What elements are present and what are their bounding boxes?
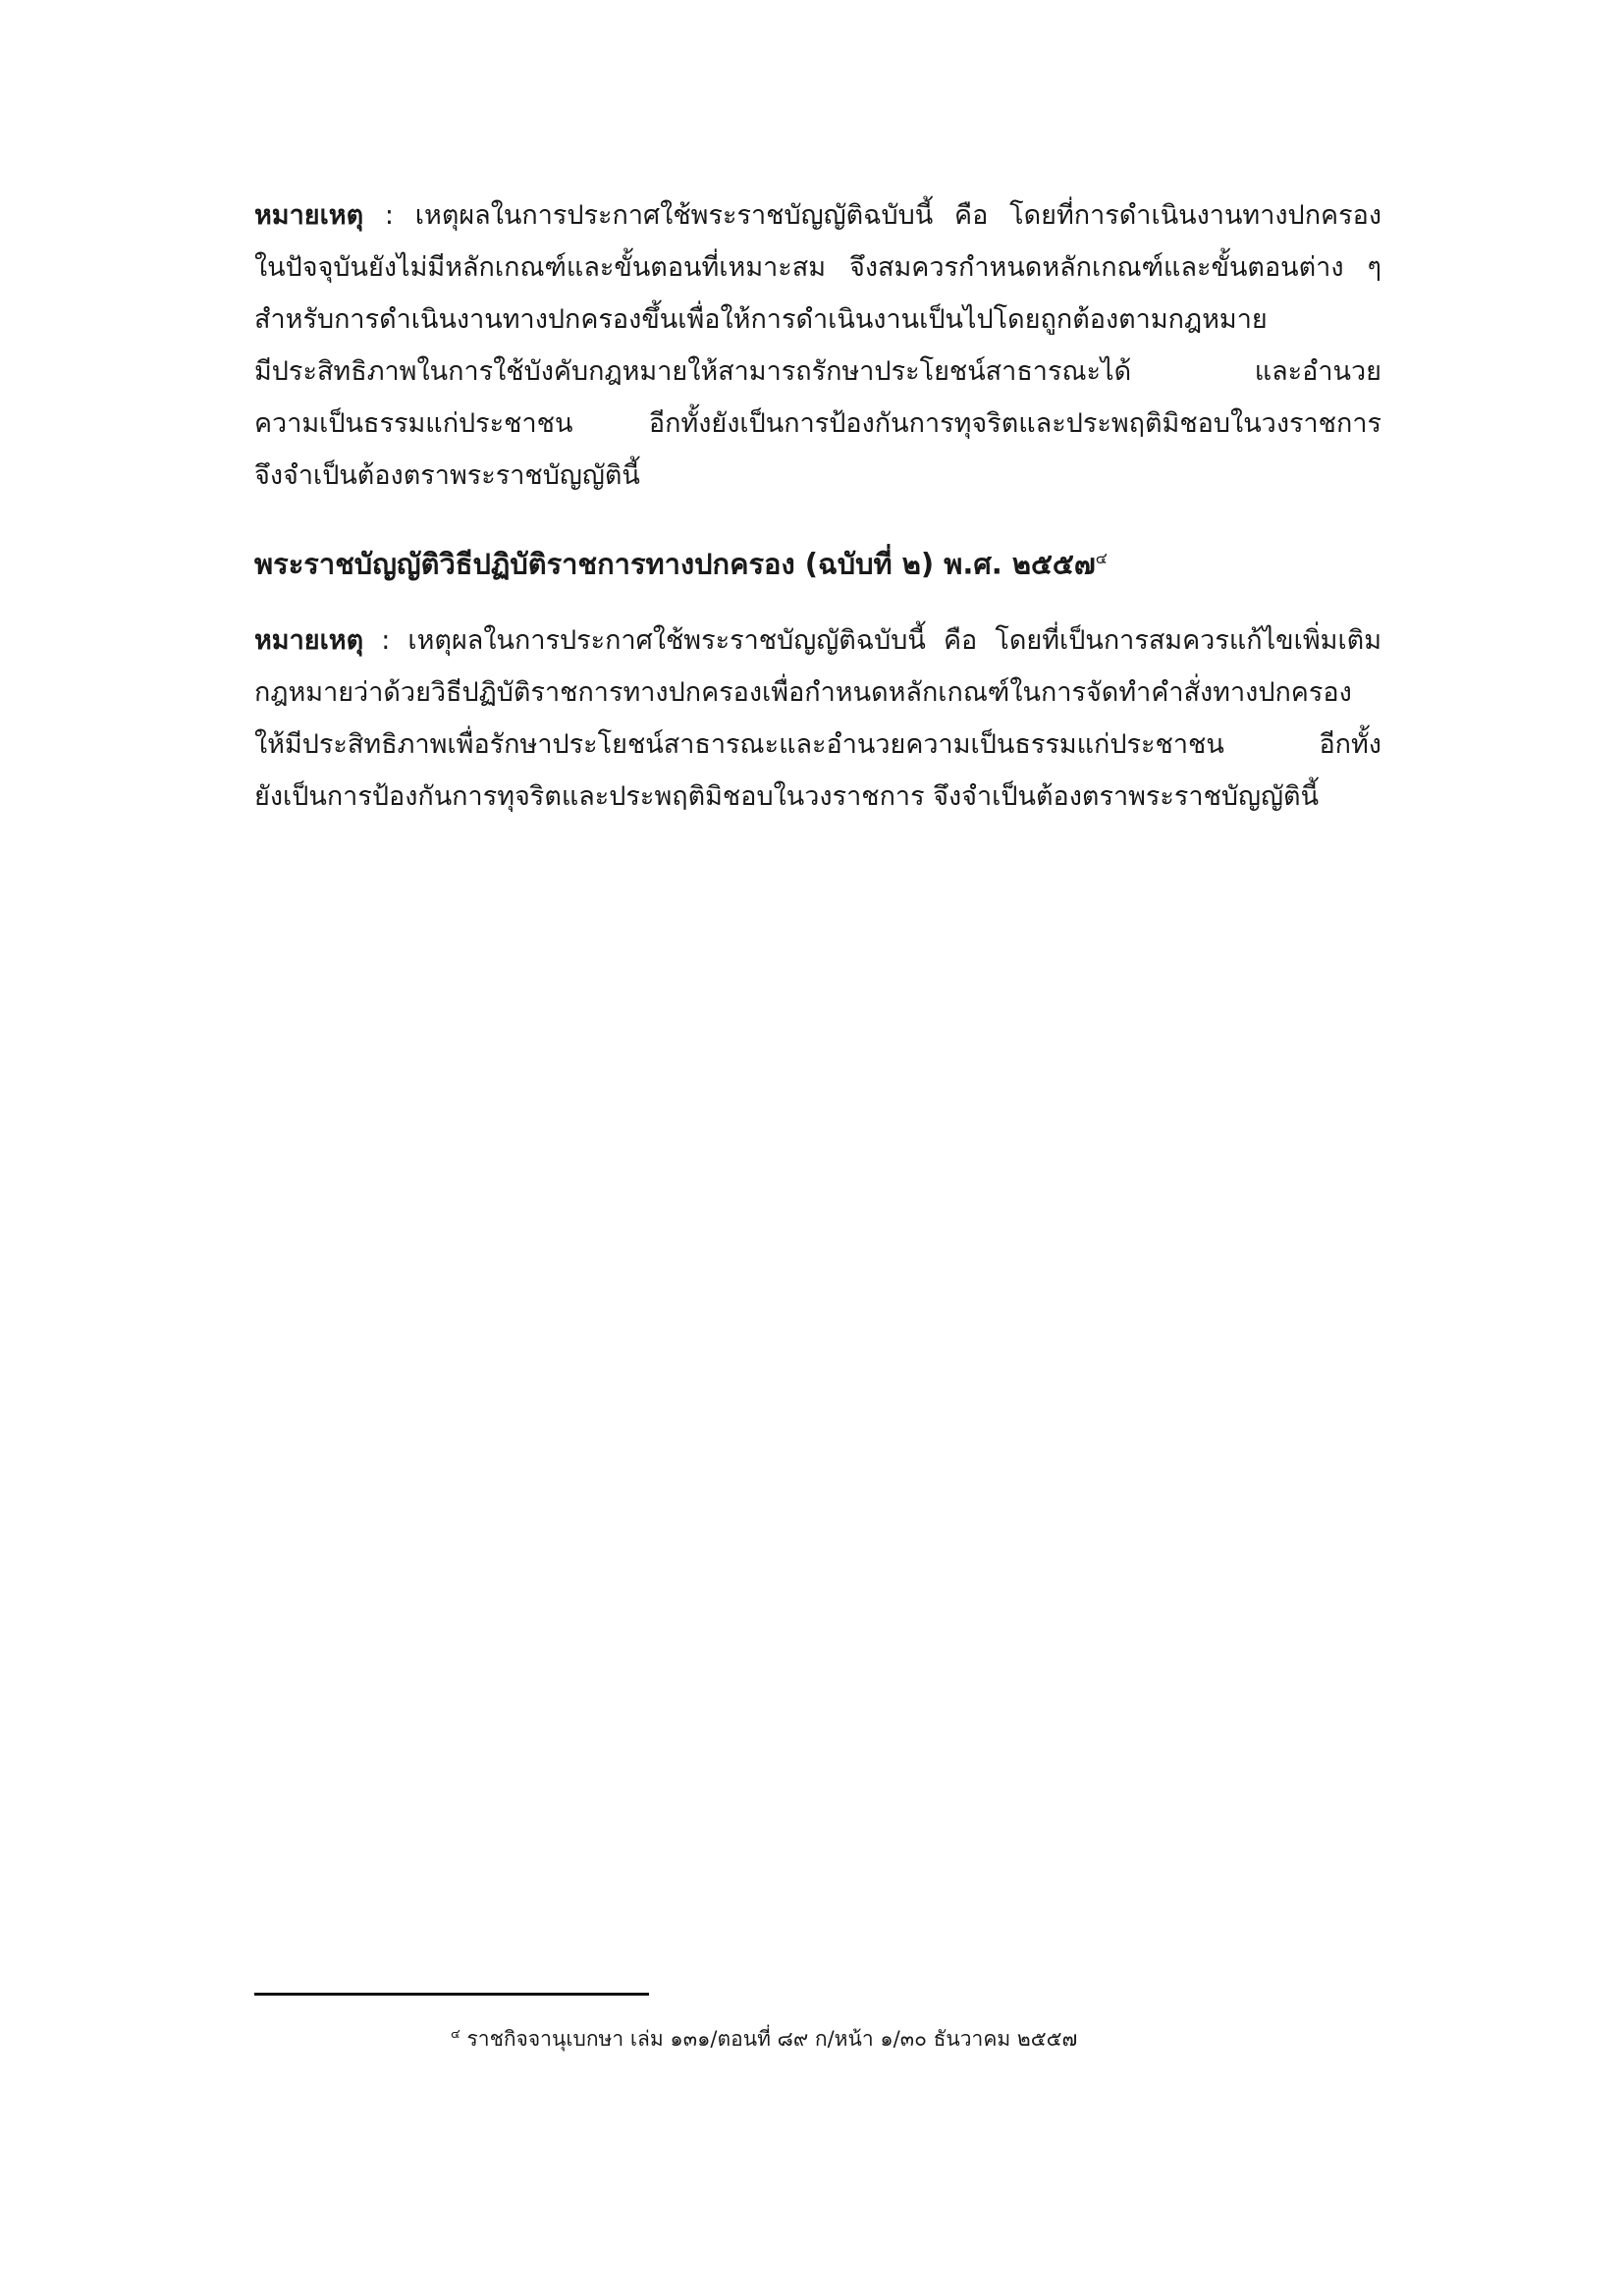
act-heading-title: พระราชบัญญัติวิธีปฏิบัติราชการทางปกครอง (ฉบับที่ ๒) พ.ศ. ๒๕๕๗ xyxy=(254,547,1096,581)
note-2-line-3: ให้มีประสิทธิภาพเพื่อรักษาประโยชน์สาธารณะและอำนวยความเป็นธรรมแก่ประชาชน อีกทั้ง xyxy=(254,729,1381,760)
note-1-line-4: มีประสิทธิภาพในการใช้บังคับกฎหมายให้สามารถรักษาประโยชน์สาธารณะได้ และอำนวย xyxy=(254,356,1381,387)
note-1-line-1: หมายเหตุ : เหตุผลในการประกาศใช้พระราชบัญญัติฉบับนี้ คือ โดยที่การดำเนินงานทางปกครอง xyxy=(254,200,1381,231)
note-2-line-2: กฎหมายว่าด้วยวิธีปฏิบัติราชการทางปกครองเพื่อกำหนดหลักเกณฑ์ในการจัดทำคำสั่งทางปกครอง xyxy=(254,677,1352,708)
note-1-label: หมายเหตุ xyxy=(254,200,364,231)
note-1-line-5: ความเป็นธรรมแก่ประชาชน อีกทั้งยังเป็นการป้องกันการทุจริตและประพฤติมิชอบในวงราชการ xyxy=(254,408,1381,439)
note-2-line-4: ยังเป็นการป้องกันการทุจริตและประพฤติมิชอบในวงราชการ จึงจำเป็นต้องตราพระราชบัญญัตินี้ xyxy=(254,781,1320,812)
note-2-label: หมายเหตุ xyxy=(254,625,364,656)
footnote-mark: ๔ xyxy=(451,2027,460,2042)
note-1-line-3: สำหรับการดำเนินงานทางปกครองขึ้นเพื่อให้การดำเนินงานเป็นไปโดยถูกต้องตามกฎหมาย xyxy=(254,304,1268,335)
footnote-text: ราชกิจจานุเบกษา เล่ม ๑๓๑/ตอนที่ ๘๙ ก/หน้า ๑/๓๐ ธันวาคม ๒๕๕๗ xyxy=(460,2027,1078,2051)
footnote xyxy=(451,2020,1077,2054)
act-heading xyxy=(254,539,1108,584)
footnote-separator xyxy=(254,1993,649,1996)
note-2-line-1: หมายเหตุ : เหตุผลในการประกาศใช้พระราชบัญญัติฉบับนี้ คือ โดยที่เป็นการสมควรแก้ไขเพิ่มเติม xyxy=(254,625,1381,656)
footnote-reference: ๔ xyxy=(1095,549,1108,567)
note-1-line-2: ในปัจจุบันยังไม่มีหลักเกณฑ์และขั้นตอนที่เหมาะสม จึงสมควรกำหนดหลักเกณฑ์และขั้นตอนต่าง ๆ xyxy=(254,252,1381,283)
note-1-line-6: จึงจำเป็นต้องตราพระราชบัญญัตินี้ xyxy=(254,460,640,491)
